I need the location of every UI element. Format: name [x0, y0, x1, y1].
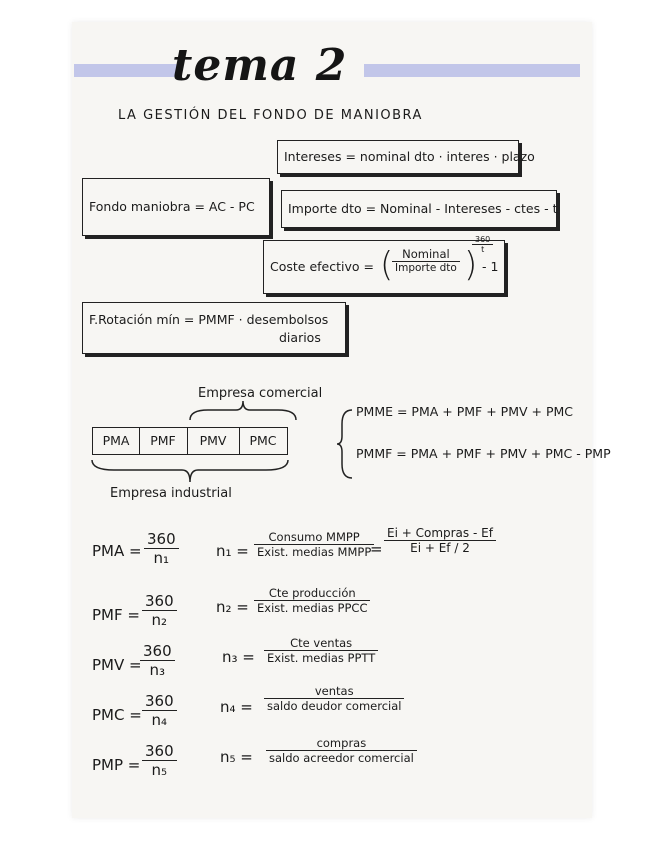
cell-pmc: PMC	[249, 433, 277, 448]
n1-fraction: Consumo MMPP Exist. medias MMPP	[254, 530, 374, 559]
pmp-fraction: $\frac{360}{\text{n₅}}$	[142, 742, 177, 779]
cell-pmf: PMF	[139, 428, 188, 454]
box-rotacion-min: F.Rotación mín = PMMF · desembolsos diarios	[82, 302, 346, 354]
pma-label: PMA =	[92, 542, 142, 560]
pmp-label: PMP =	[92, 756, 141, 774]
n2-label: n₂ =	[216, 598, 249, 616]
n1-equals: =	[370, 540, 383, 558]
n5-label: n₅ =	[220, 748, 253, 766]
n5-fraction: compras saldo acreedor comercial	[266, 736, 417, 765]
n3-label: n₃ =	[222, 648, 255, 666]
pmc-fraction: $\frac{360}{\text{n₄}}$	[142, 692, 177, 729]
period-bar	[92, 427, 288, 455]
n1-label: n₁ =	[216, 542, 249, 560]
box-fondo-maniobra: Fondo maniobra = AC - PC	[82, 178, 270, 236]
page-title: tema 2	[172, 40, 348, 91]
n4-fraction: ventas saldo deudor comercial	[264, 684, 404, 713]
n2-fraction: Cte producción Exist. medias PPCC	[254, 586, 370, 615]
label-empresa-comercial: Empresa comercial	[198, 386, 323, 401]
brace-top	[188, 398, 298, 422]
formula-pmme: PMME = PMA + PMF + PMV + PMC	[356, 404, 573, 419]
box-coste-efectivo: Coste efectivo = ( Nominal Importe dto ) $\frac{360}{t}$ - 1	[263, 240, 505, 294]
box-importe-dto: Importe dto = Nominal - Intereses - ctes - t	[281, 190, 557, 228]
pmv-fraction: $\frac{360}{\text{n₃}}$	[140, 642, 175, 679]
brace-bottom	[90, 458, 290, 484]
pmf-label: PMF =	[92, 606, 140, 624]
cell-pmv: PMV	[187, 428, 240, 454]
section-heading: LA GESTIÓN DEL FONDO DE MANIOBRA	[118, 108, 423, 123]
pmc-label: PMC =	[92, 706, 142, 724]
label-empresa-industrial: Empresa industrial	[110, 486, 232, 501]
n3-fraction: Cte ventas Exist. medias PPTT	[264, 636, 378, 665]
pmv-label: PMV =	[92, 656, 142, 674]
formula-pmmf: PMMF = PMA + PMF + PMV + PMC - PMP	[356, 446, 611, 461]
brace-right	[336, 408, 354, 480]
pmf-fraction: $\frac{360}{\text{n₂}}$	[142, 592, 177, 629]
pma-fraction: $\frac{360}{\text{n₁}}$	[144, 530, 179, 567]
n1-alt-fraction: Ei + Compras - Ef Ei + Ef / 2	[384, 526, 496, 555]
title-highlight-right	[364, 64, 580, 77]
n4-label: n₄ =	[220, 698, 253, 716]
box-intereses: Intereses = nominal dto · interes · plazo	[277, 140, 519, 174]
cell-pma: PMA	[93, 428, 140, 454]
title-highlight-left	[74, 64, 182, 77]
